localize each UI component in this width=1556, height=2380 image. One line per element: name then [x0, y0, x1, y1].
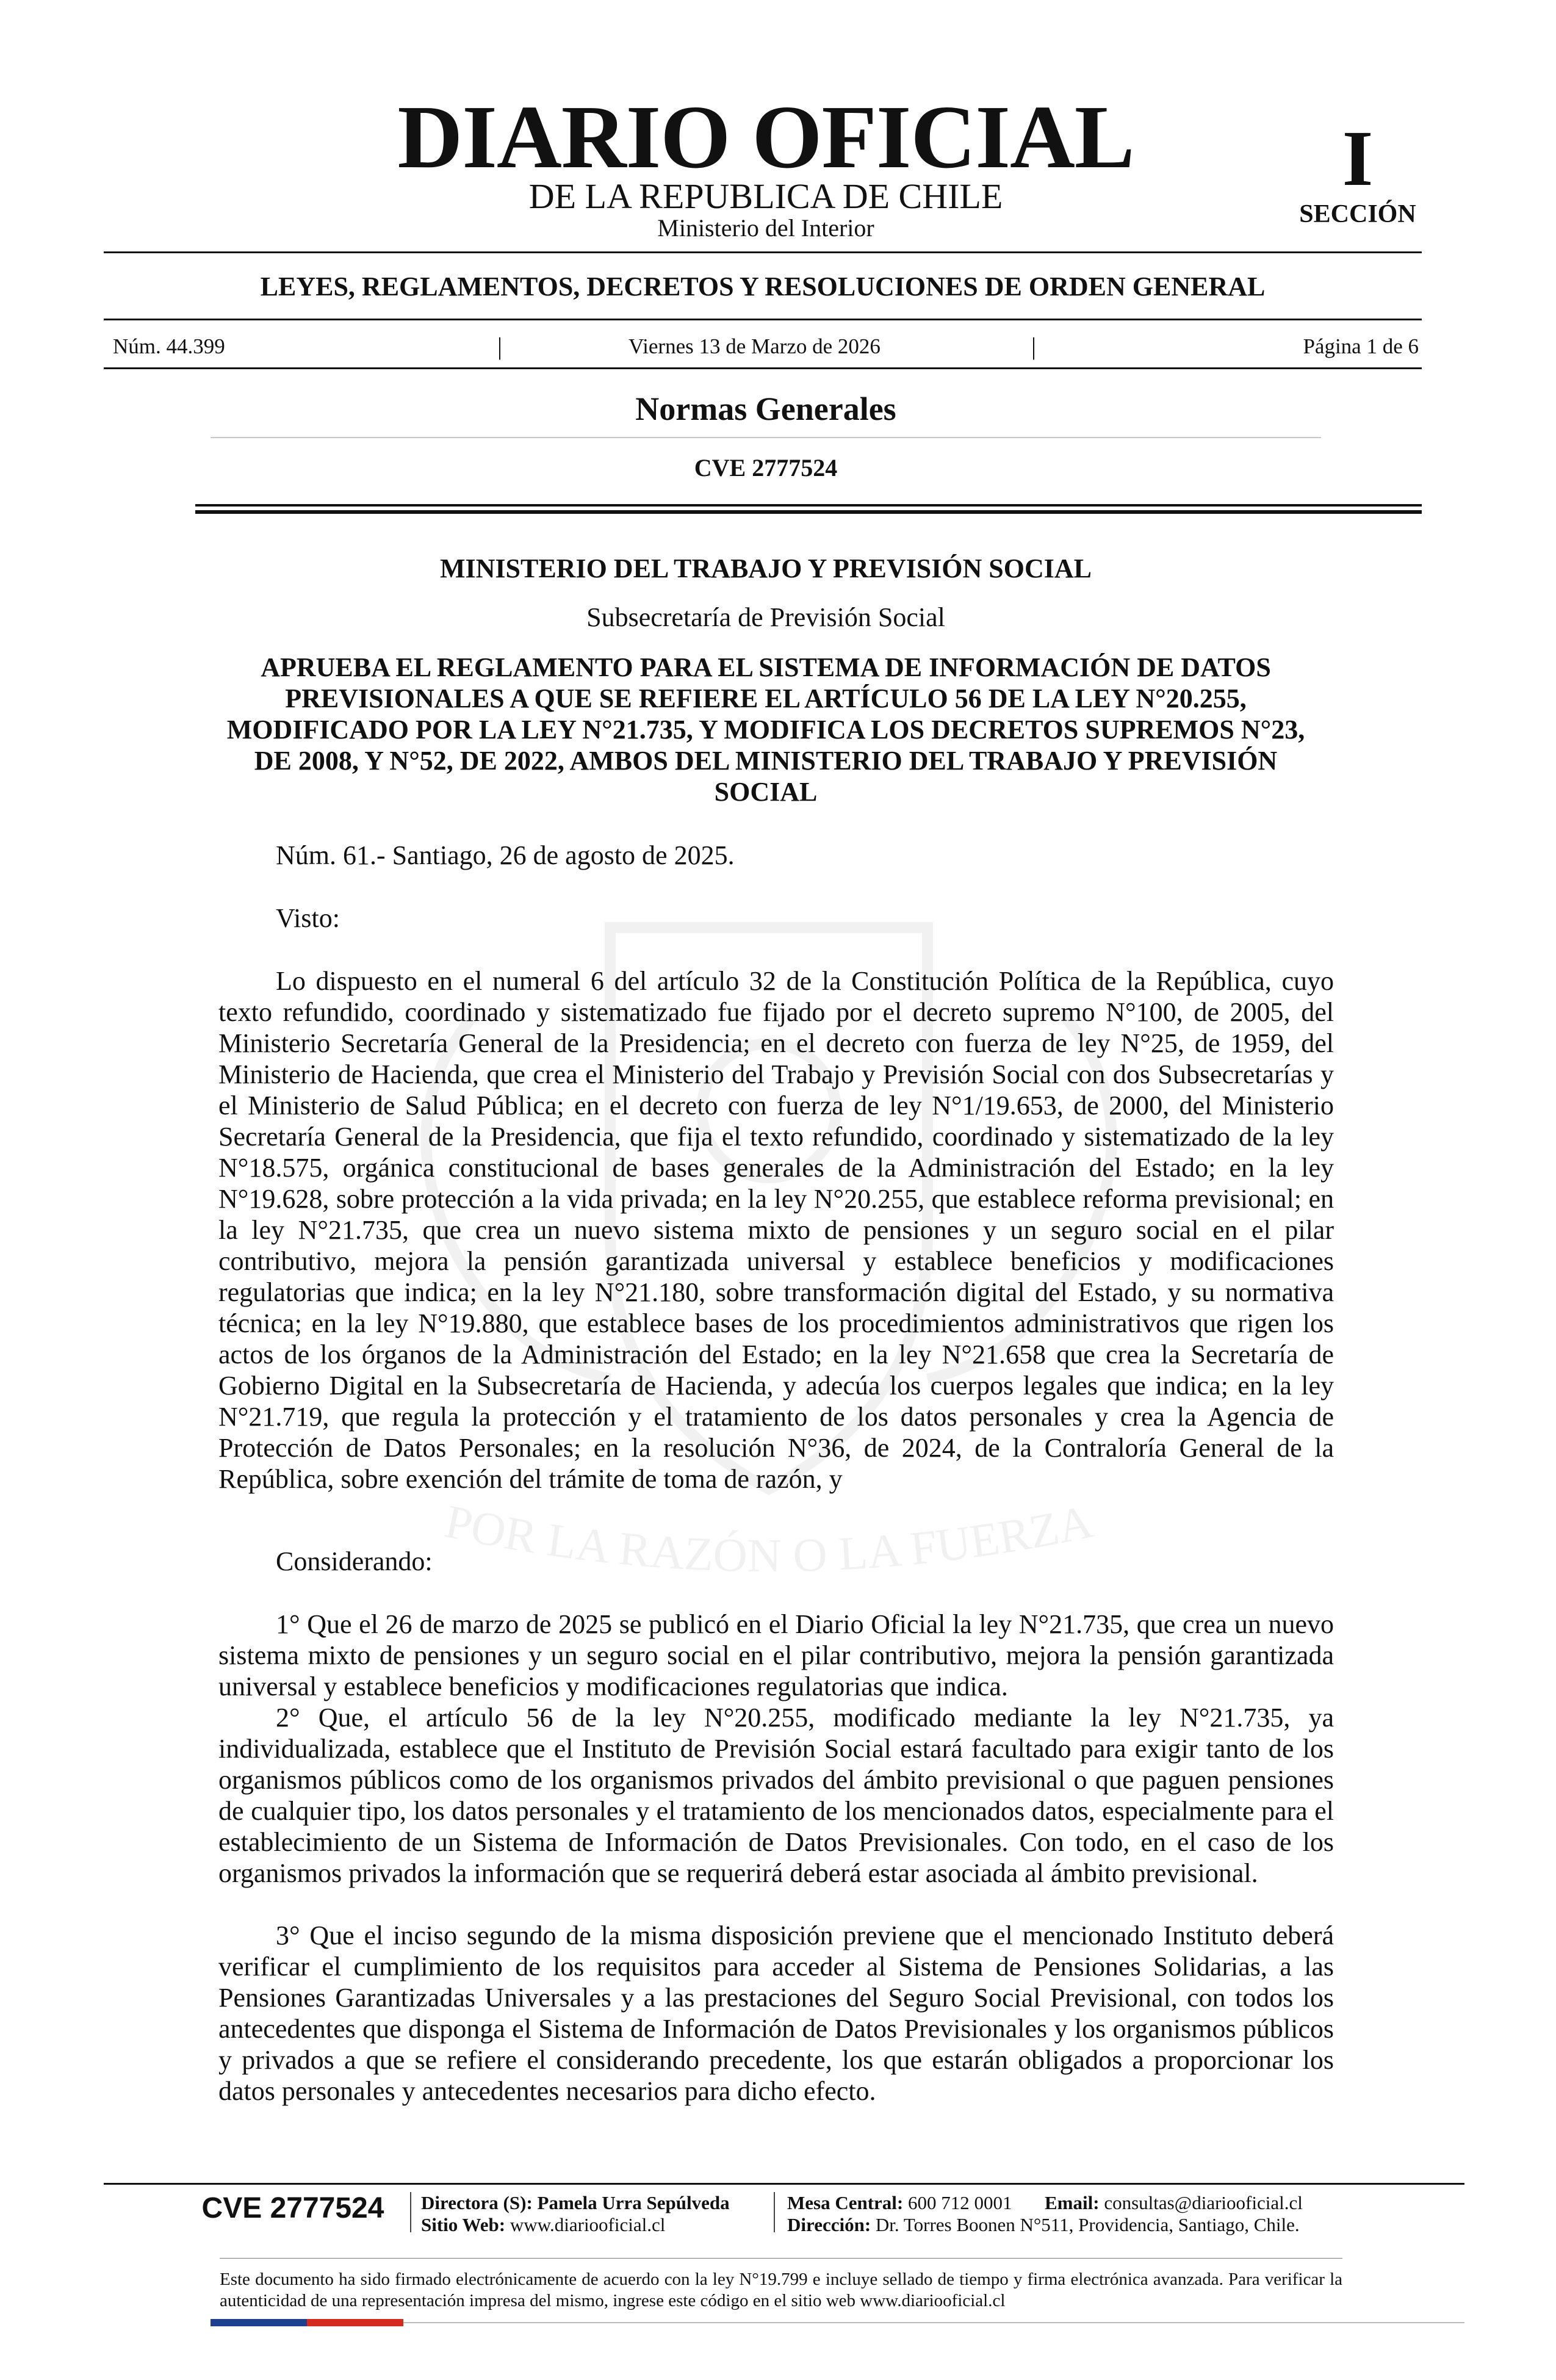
phone-label: Mesa Central: — [787, 2192, 904, 2213]
svg-text:POR LA RAZÓN O LA FUERZA — [441, 1494, 1097, 1582]
footer-website — [421, 2214, 665, 2236]
flag-stripe-red — [307, 2319, 403, 2326]
issue-separator: | — [497, 333, 503, 360]
section-title-underline — [211, 437, 1321, 438]
section-title: Normas Generales — [635, 391, 896, 427]
email-link[interactable]: consultas@diariooficial.cl — [1104, 2192, 1303, 2213]
footer-address — [787, 2214, 1300, 2236]
address-label: Dirección: — [787, 2214, 871, 2235]
footer-divider — [410, 2192, 411, 2232]
issue-number: Núm. 44.399 — [113, 334, 225, 358]
ministry-heading: MINISTERIO DEL TRABAJO Y PREVISIÓN SOCIAL — [439, 554, 1092, 583]
footer-note-rule — [220, 2258, 1342, 2259]
issue-row — [113, 333, 1419, 361]
category-band: LEYES, REGLAMENTOS, DECRETOS Y RESOLUCIONES DE ORDEN GENERAL — [260, 272, 1266, 301]
visto-paragraph: Lo dispuesto en el numeral 6 del artículo 32 de la Constitución Política de la República, cuyo texto refundido, coordinado y sistematizado fue fijado por el decreto supremo N°100, de 2005, del Ministerio Secretaría General de la Presidencia; en el decreto con fuerza de ley N°25, de 1959, del Ministerio de Hacienda, que crea el Ministerio del Trabajo y Previsión Social con dos Subsecretarías y el Ministerio de Salud Pública; en el decreto con fuerza de ley N°1/19.653, de 2000, del Ministerio Secretaría General de la Presidencia, que fija el texto refundido, coordinado y sistematizado de la ley N°18.575, orgánica constitucional de bases generales de la Administración del Estado; en la ley N°19.628, sobre protección a la vida privada; en la ley N°20.255, que establece reforma previsional; en la ley N°21.735, que crea un nuevo sistema mixto de pensiones y un seguro social en el pilar contributivo, mejora la pensión garantizada universal y establece beneficios y modificaciones regulatorias que indica; en la ley N°21.180, sobre transformación digital del Estado, y su normativa técnica; en la ley N°19.880, que establece bases de los procedimientos administrativos que rigen los actos de los órganos de la Administración del Estado; en la ley N°21.658 que crea la Secretaría de Gobierno Digital en la Subsecretaría de Hacienda, y adecúa los cuerpos legales que indica; en la ley N°21.719, que regula la protección y el tratamiento de los datos personales y crea la Agencia de Protección de Datos Personales; en la resolución N°36, de 2024, de la Contraloría General de la República, sobre exención del trámite de toma de razón, y — [218, 966, 1334, 1494]
header-double-rule — [195, 510, 1422, 514]
section-numeral: I — [1342, 115, 1374, 203]
website-link[interactable]: www.diariooficial.cl — [510, 2214, 666, 2235]
issue-separator: | — [1031, 333, 1037, 360]
cve-code: CVE 2777524 — [694, 454, 838, 481]
issue-rule — [104, 367, 1422, 369]
flag-stripe-blue — [211, 2319, 307, 2326]
visto-label: Visto: — [276, 903, 340, 933]
phone-value: 600 712 0001 — [908, 2192, 1012, 2213]
footer-rule — [104, 2183, 1464, 2185]
footer-cve: CVE 2777524 — [201, 2192, 384, 2224]
band-rule — [104, 319, 1422, 320]
considerando-paragraph: 2° Que, el artículo 56 de la ley N°20.255, modificado mediante la ley N°21.735, ya individualizada, establece que el Instituto de Previsión Social estará facultado para exigir tanto de los organismos públicos como de los organismos privados del ámbito previsional o que paguen pensiones de cualquier tipo, los datos personales y el tratamiento de los mencionados datos, especialmente para el establecimiento de un Sistema de Información de Datos Previsionales. Con todo, en el caso de los organismos privados la información que se requerirá deberá estar asociada al ámbito previsional. — [218, 1703, 1334, 1888]
footer-director — [421, 2192, 730, 2214]
email-label: Email: — [1045, 2192, 1100, 2213]
considerando-label: Considerando: — [276, 1546, 433, 1576]
masthead-subtitle: DE LA REPUBLICA DE CHILE — [528, 176, 1003, 216]
masthead-title: DIARIO OFICIAL — [397, 87, 1134, 187]
footer-divider — [774, 2192, 775, 2232]
bottom-rule — [403, 2322, 1464, 2323]
considerando-paragraph: 3° Que el inciso segundo de la misma disposición previene que el mencionado Instituto deberá verificar el cumplimiento de los requisitos para acceder al Sistema de Pensiones Solidarias, a las Pensiones Garantizadas Universales y a las prestaciones del Seguro Social Previsional, con todos los antecedentes que disponga el Sistema de Información de Datos Previsionales y los organismos públicos y privados a que se refiere el considerando precedente, los que estarán obligados a proporcionar los datos personales y antecedentes necesarios para dicho efecto. — [218, 1920, 1334, 2106]
masthead-ministry: Ministerio del Interior — [657, 214, 874, 242]
masthead-rule — [104, 251, 1422, 253]
address-value: Dr. Torres Boonen N°511, Providencia, Santiago, Chile. — [875, 2214, 1300, 2235]
watermark-motto: POR LA RAZÓN O LA FUERZA — [441, 1494, 1097, 1582]
document-title: APRUEBA EL REGLAMENTO PARA EL SISTEMA DE INFORMACIÓN DE DATOS PREVISIONALES A QUE SE REFIERE EL ARTÍCULO 56 DE LA LEY N°20.255, MODIFICADO POR LA LEY N°21.735, Y MODIFICA LOS DECRETOS SUPREMOS N°23, DE 2008, Y N°52, DE 2022, AMBOS DEL MINISTERIO DEL TRABAJO Y PREVISIÓN SOCIAL — [226, 652, 1305, 807]
website-label: Sitio Web: — [421, 2214, 506, 2235]
director-label: Directora (S): — [421, 2192, 533, 2213]
decree-line: Núm. 61.- Santiago, 26 de agosto de 2025. — [276, 840, 735, 870]
director-name: Pamela Urra Sepúlveda — [537, 2192, 730, 2213]
issue-date: Viernes 13 de Marzo de 2026 — [629, 334, 881, 358]
footer-signature-note: Este documento ha sido firmado electrónicamente de acuerdo con la ley N°19.799 e incluye sellado de tiempo y firma electrónica avanzada. Para verificar la autenticidad de una representación impresa del mismo, ingrese este código en el sitio web www.diariooficial.cl — [220, 2270, 1342, 2310]
section-label: SECCIÓN — [1299, 200, 1416, 228]
considerando-paragraph: 1° Que el 26 de marzo de 2025 se publicó en el Diario Oficial la ley N°21.735, que crea un nuevo sistema mixto de pensiones y un seguro social en el pilar contributivo, mejora la pensión garantizada universal y establece beneficios y modificaciones regulatorias que indica. — [218, 1609, 1334, 1701]
subsecretaria-heading: Subsecretaría de Previsión Social — [586, 602, 945, 632]
header-double-rule — [195, 504, 1422, 507]
footer-phone-email — [787, 2192, 1303, 2214]
issue-page: Página 1 de 6 — [1303, 334, 1419, 358]
